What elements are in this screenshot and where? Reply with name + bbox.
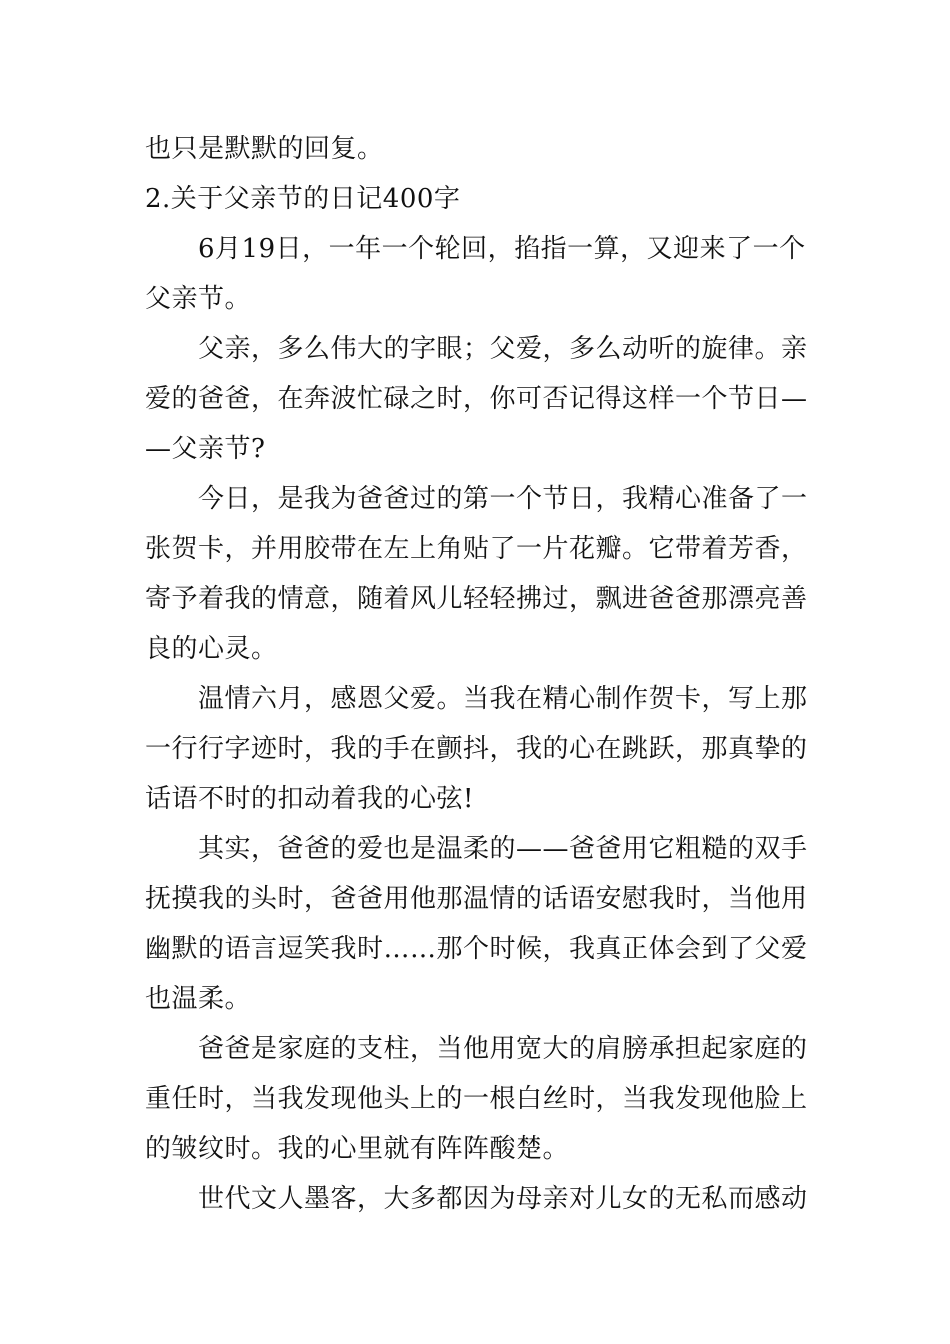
text-line: 抚摸我的头时，爸爸用他那温情的话语安慰我时，当他用 <box>145 884 808 914</box>
text-line: 也温柔。 <box>145 984 252 1014</box>
text-line: 父亲节。 <box>145 284 252 314</box>
text-line: 张贺卡，并用胶带在左上角贴了一片花瓣。它带着芳香， <box>145 534 808 564</box>
paragraph-first-line: 世代文人墨客，大多都因为母亲对儿女的无私而感动 <box>198 1184 808 1214</box>
text-line: 话语不时的扣动着我的心弦! <box>145 784 474 814</box>
paragraph-first-line: 父亲，多么伟大的字眼；父爱，多么动听的旋律。亲 <box>198 334 808 364</box>
paragraph-first-line: 温情六月，感恩父爱。当我在精心制作贺卡，写上那 <box>198 684 808 714</box>
text-line: 一行行字迹时，我的手在颤抖，我的心在跳跃，那真挚的 <box>145 734 808 764</box>
paragraph-first-line: 其实，爸爸的爱也是温柔的——爸爸用它粗糙的双手 <box>198 834 808 864</box>
text-line: —父亲节? <box>145 434 266 464</box>
text-line: 爱的爸爸，在奔波忙碌之时，你可否记得这样一个节日— <box>145 384 808 414</box>
text-line: 良的心灵。 <box>145 634 278 664</box>
text-line: 寄予着我的情意，随着风儿轻轻拂过，飘进爸爸那漂亮善 <box>145 584 808 614</box>
section-heading: 2.关于父亲节的日记400字 <box>145 184 461 214</box>
text-line: 也只是默默的回复。 <box>145 134 384 164</box>
paragraph-first-line: 今日，是我为爸爸过的第一个节日，我精心准备了一 <box>198 484 808 514</box>
text-line: 的皱纹时。我的心里就有阵阵酸楚。 <box>145 1134 570 1164</box>
text-line: 幽默的语言逗笑我时……那个时候，我真正体会到了父爱 <box>145 934 808 964</box>
paragraph-first-line: 爸爸是家庭的支柱，当他用宽大的肩膀承担起家庭的 <box>198 1034 808 1064</box>
paragraph-first-line: 6月19日，一年一个轮回，掐指一算，又迎来了一个 <box>198 234 806 264</box>
text-line: 重任时，当我发现他头上的一根白丝时，当我发现他脸上 <box>145 1084 808 1114</box>
